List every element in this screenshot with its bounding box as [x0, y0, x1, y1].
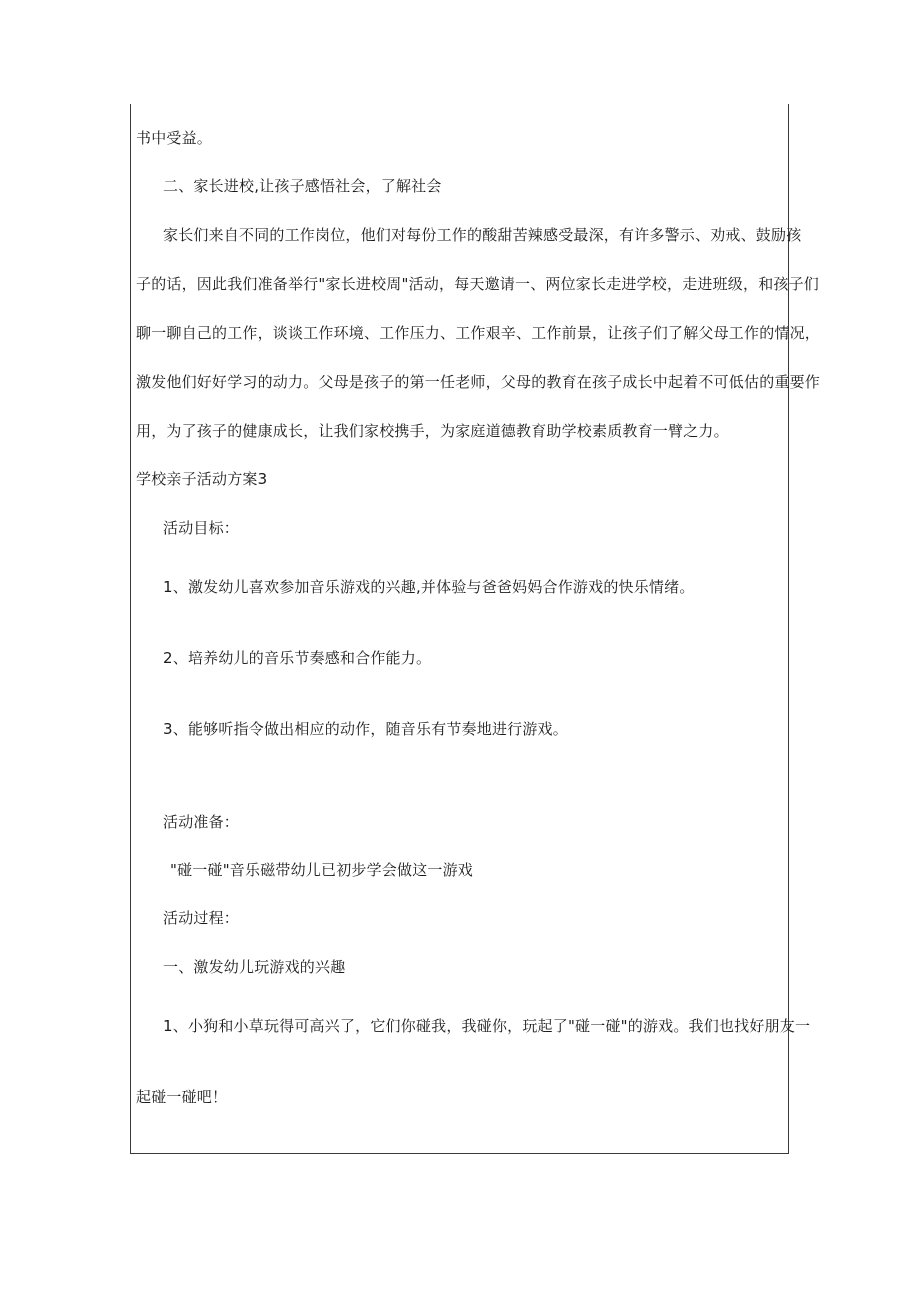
document-page-frame: [130, 104, 821, 1154]
paragraph-line: 用，为了孩子的健康成长，让我们家校携手，为家庭道德教育助学校素质教育一臂之力。: [136, 422, 729, 440]
section-heading: 活动过程：: [163, 909, 240, 927]
section-heading: 二、家长进校,让孩子感悟社会，了解社会: [163, 177, 442, 195]
section-heading: 一、激发幼儿玩游戏的兴趣: [163, 958, 346, 976]
list-item: 2、培养幼儿的音乐节奏感和合作能力。: [163, 649, 432, 667]
list-item: 1、激发幼儿喜欢参加音乐游戏的兴趣,并体验与爸爸妈妈合作游戏的快乐情绪。: [163, 578, 695, 596]
section-heading: 活动准备：: [163, 813, 240, 831]
paragraph-line: 书中受益。: [136, 129, 213, 147]
document-title: 学校亲子活动方案3: [136, 470, 268, 488]
paragraph-line: 1、小狗和小草玩得可高兴了，它们你碰我，我碰你，玩起了"碰一碰"的游戏。我们也找好朋友一: [163, 1017, 811, 1035]
paragraph-line: 起碰一碰吧！: [136, 1088, 228, 1106]
paragraph-line: 子的话，因此我们准备举行"家长进校周"活动，每天邀请一、两位家长走进学校，走进班级，和孩子们: [136, 275, 820, 293]
paragraph-line: "碰一碰"音乐磁带幼儿已初步学会做这一游戏: [170, 861, 474, 879]
paragraph-line: 家长们来自不同的工作岗位，他们对每份工作的酸甜苦辣感受最深，有许多警示、劝戒、鼓励孩: [163, 226, 802, 244]
paragraph-line: 激发他们好好学习的动力。父母是孩子的第一任老师，父母的教育在孩子成长中起着不可低估的重要作: [136, 373, 821, 391]
paragraph-line: 聊一聊自己的工作，谈谈工作环境、工作压力、工作艰辛、工作前景，让孩子们了解父母工作的情况，: [136, 324, 821, 342]
section-heading: 活动目标：: [163, 519, 240, 537]
list-item: 3、能够听指令做出相应的动作，随音乐有节奏地进行游戏。: [163, 720, 568, 738]
